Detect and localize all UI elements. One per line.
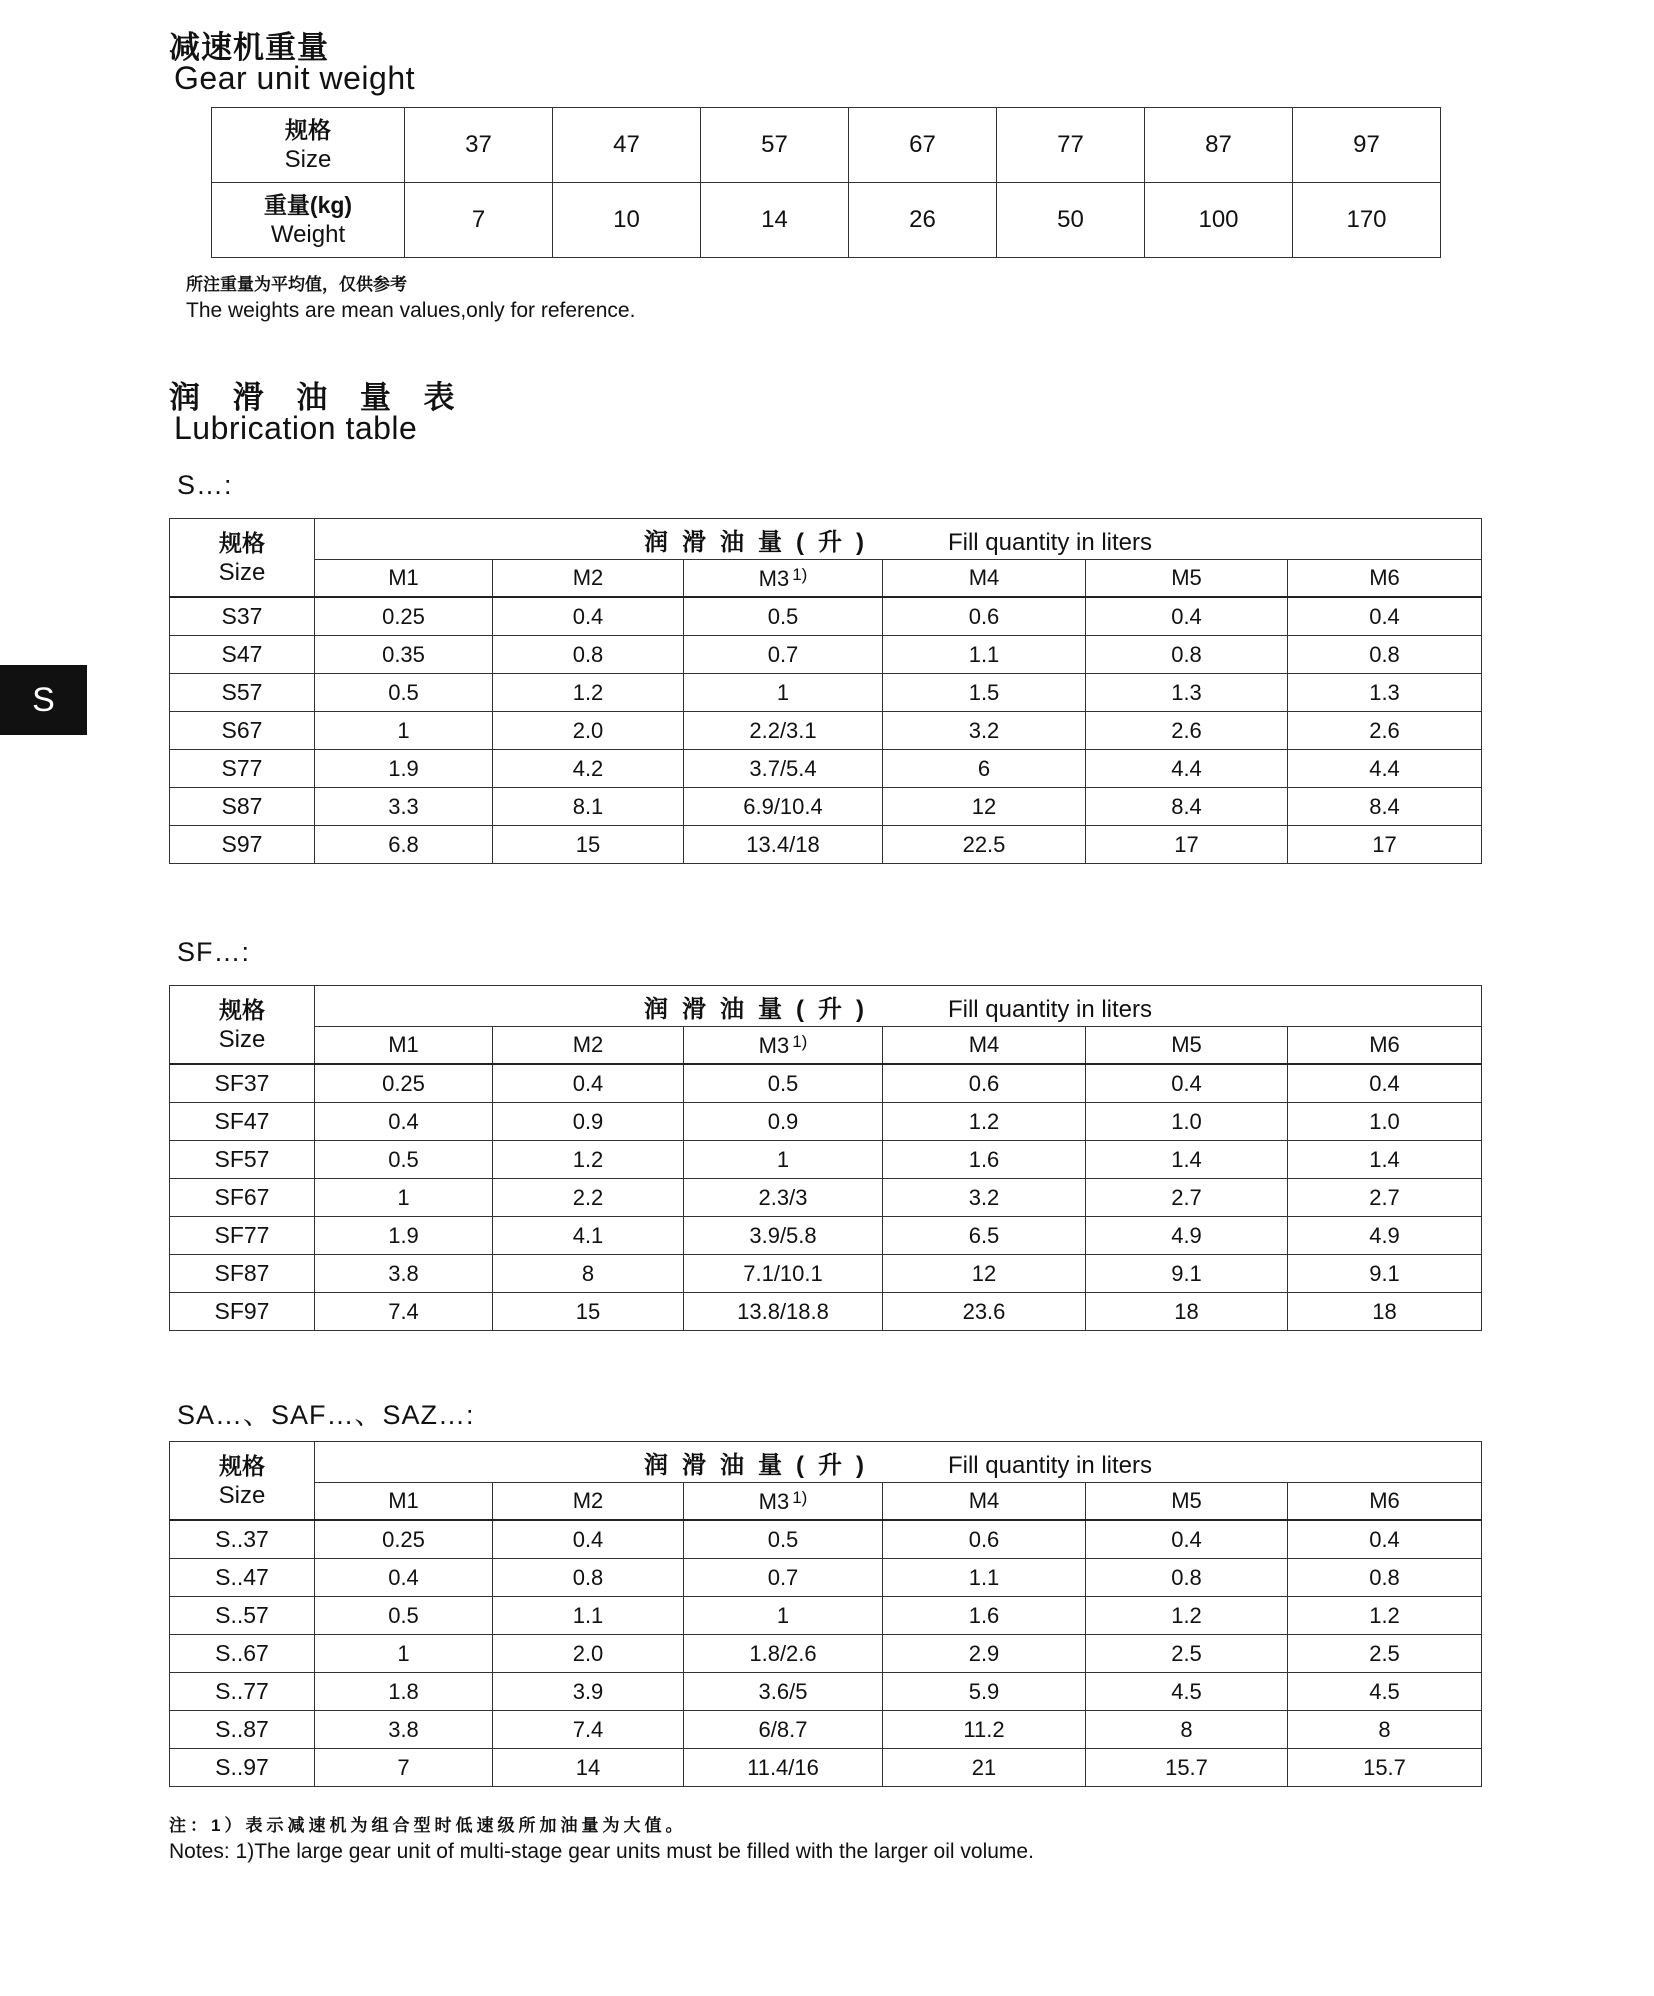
weight-label-cn: 重量(kg) bbox=[263, 192, 353, 218]
table-row bbox=[170, 1179, 1482, 1217]
weight-note-cn: 所注重量为平均值，仅供参考 bbox=[186, 275, 407, 294]
size-cell: SF67 bbox=[170, 1179, 315, 1217]
fill-quantity-cell: 9.1 bbox=[1086, 1255, 1288, 1293]
lube-header-row bbox=[170, 1442, 1482, 1483]
size-cell: S..77 bbox=[170, 1673, 315, 1711]
fill-quantity-cell: 18 bbox=[1288, 1293, 1482, 1331]
lube-header-row bbox=[170, 519, 1482, 560]
column-label: M2 bbox=[572, 1488, 604, 1513]
mounting-position-header bbox=[684, 1483, 883, 1521]
fill-quantity-cell: 9.1 bbox=[1288, 1255, 1482, 1293]
size-cell: S87 bbox=[170, 788, 315, 826]
table-label-sa: SA…、SAF…、SAZ…: bbox=[177, 1400, 475, 1430]
fill-quantity-cell: 4.5 bbox=[1086, 1673, 1288, 1711]
column-label: M4 bbox=[968, 1032, 1000, 1057]
fill-quantity-cell: 7.4 bbox=[315, 1293, 493, 1331]
fill-quantity-cell: 1.6 bbox=[883, 1141, 1086, 1179]
fill-quantity-cell: 1 bbox=[684, 1141, 883, 1179]
column-label: M5 bbox=[1171, 1032, 1202, 1057]
table-row bbox=[170, 1673, 1482, 1711]
lube-column-row bbox=[170, 1027, 1482, 1065]
weight-cell: 50 bbox=[997, 183, 1145, 258]
column-label: M1 bbox=[388, 1488, 419, 1513]
fill-quantity-cell: 15 bbox=[493, 1293, 684, 1331]
column-label: M4 bbox=[968, 1488, 1000, 1513]
fill-quantity-cell: 7.1/10.1 bbox=[684, 1255, 883, 1293]
fill-quantity-cell: 0.4 bbox=[493, 597, 684, 636]
lube-note-cn: 注：1）表示减速机为组合型时低速级所加油量为大值。 bbox=[169, 1816, 687, 1835]
table-row bbox=[170, 597, 1482, 636]
table-row bbox=[170, 1255, 1482, 1293]
table-row bbox=[170, 1064, 1482, 1103]
fill-quantity-cell: 1.2 bbox=[883, 1103, 1086, 1141]
lube-note-en: Notes: 1)The large gear unit of multi-stage gear units must be filled with the larger oil volume. bbox=[169, 1840, 1034, 1863]
column-label: M3 bbox=[758, 1488, 790, 1514]
fill-quantity-cell: 0.4 bbox=[493, 1064, 684, 1103]
fill-quantity-cell: 3.2 bbox=[883, 1179, 1086, 1217]
column-label: M6 bbox=[1369, 1488, 1400, 1513]
size-label-cn: 规格 bbox=[219, 996, 265, 1023]
mounting-position-header bbox=[315, 1483, 493, 1521]
table-label-sf: SF…: bbox=[177, 937, 251, 967]
mounting-position-header bbox=[315, 560, 493, 598]
fill-quantity-cell: 1 bbox=[684, 674, 883, 712]
fill-quantity-cell: 0.8 bbox=[1086, 636, 1288, 674]
fill-quantity-cell: 0.8 bbox=[1288, 636, 1482, 674]
fill-quantity-cell: 2.7 bbox=[1086, 1179, 1288, 1217]
fill-quantity-cell: 2.7 bbox=[1288, 1179, 1482, 1217]
size-label-en: Size bbox=[218, 1025, 266, 1053]
fill-quantity-cell: 0.4 bbox=[1288, 1064, 1482, 1103]
mounting-position-header bbox=[684, 1027, 883, 1065]
lube-title-cn: 润 滑 油 量 表 bbox=[169, 380, 467, 415]
fill-quantity-cell: 13.8/18.8 bbox=[684, 1293, 883, 1331]
column-label: M5 bbox=[1171, 565, 1202, 590]
fill-quantity-cell: 0.5 bbox=[315, 674, 493, 712]
table-row bbox=[170, 750, 1482, 788]
column-label: M2 bbox=[572, 1032, 604, 1057]
size-cell: SF87 bbox=[170, 1255, 315, 1293]
size-label-cn: 规格 bbox=[219, 1452, 265, 1479]
table-row bbox=[170, 1635, 1482, 1673]
fill-quantity-cell: 5.9 bbox=[883, 1673, 1086, 1711]
weight-size-row bbox=[212, 108, 1441, 183]
fill-quantity-cell: 8.4 bbox=[1086, 788, 1288, 826]
weight-cell: 14 bbox=[701, 183, 849, 258]
fill-quantity-header bbox=[315, 519, 1482, 560]
fill-quantity-cell: 2.2 bbox=[493, 1179, 684, 1217]
footnote-mark: 1) bbox=[792, 1031, 808, 1051]
weight-value-row bbox=[212, 183, 1441, 258]
weight-cell: 10 bbox=[553, 183, 701, 258]
fill-quantity-cell: 4.1 bbox=[493, 1217, 684, 1255]
fill-quantity-cell: 2.0 bbox=[493, 712, 684, 750]
fill-quantity-cell: 0.7 bbox=[684, 636, 883, 674]
fill-quantity-cell: 2.6 bbox=[1288, 712, 1482, 750]
lube-table bbox=[169, 1441, 1482, 1787]
fill-quantity-cell: 4.9 bbox=[1288, 1217, 1482, 1255]
fill-quantity-cell: 0.4 bbox=[1288, 597, 1482, 636]
weight-cell: 170 bbox=[1293, 183, 1441, 258]
table-row bbox=[170, 1749, 1482, 1787]
table-row bbox=[170, 1141, 1482, 1179]
fill-quantity-cell: 1.4 bbox=[1086, 1141, 1288, 1179]
mounting-position-header bbox=[684, 560, 883, 598]
size-label-cn: 规格 bbox=[285, 117, 331, 143]
size-cell: S97 bbox=[170, 826, 315, 864]
mounting-position-header bbox=[1288, 1483, 1482, 1521]
table-row bbox=[170, 826, 1482, 864]
mounting-position-header bbox=[883, 560, 1086, 598]
fill-quantity-cell: 3.8 bbox=[315, 1711, 493, 1749]
fill-quantity-cell: 1.8/2.6 bbox=[684, 1635, 883, 1673]
fill-quantity-cell: 7.4 bbox=[493, 1711, 684, 1749]
fill-quantity-cell: 18 bbox=[1086, 1293, 1288, 1331]
column-label: M3 bbox=[758, 565, 790, 591]
fill-quantity-cell: 6.9/10.4 bbox=[684, 788, 883, 826]
column-label: M6 bbox=[1369, 1032, 1400, 1057]
lube-column-row bbox=[170, 1483, 1482, 1521]
weight-header-cell bbox=[212, 183, 405, 258]
fill-quantity-cell: 12 bbox=[883, 1255, 1086, 1293]
fill-label-cn: 润滑油量(升) bbox=[643, 995, 878, 1023]
fill-quantity-cell: 1.0 bbox=[1288, 1103, 1482, 1141]
fill-quantity-cell: 17 bbox=[1288, 826, 1482, 864]
fill-quantity-cell: 0.5 bbox=[684, 1520, 883, 1559]
fill-quantity-cell: 3.9/5.8 bbox=[684, 1217, 883, 1255]
size-cell: S47 bbox=[170, 636, 315, 674]
size-cell: S77 bbox=[170, 750, 315, 788]
fill-quantity-cell: 3.3 bbox=[315, 788, 493, 826]
fill-quantity-cell: 8 bbox=[1086, 1711, 1288, 1749]
size-cell: S37 bbox=[170, 597, 315, 636]
fill-quantity-cell: 7 bbox=[315, 1749, 493, 1787]
fill-quantity-cell: 0.4 bbox=[493, 1520, 684, 1559]
column-label: M6 bbox=[1369, 565, 1400, 590]
table-row bbox=[170, 1103, 1482, 1141]
mounting-position-header bbox=[493, 560, 684, 598]
table-label-s: S…: bbox=[177, 470, 233, 500]
fill-quantity-cell: 0.6 bbox=[883, 597, 1086, 636]
lube-table bbox=[169, 518, 1482, 864]
weight-title-cn: 减速机重量 bbox=[169, 30, 329, 65]
fill-quantity-cell: 0.4 bbox=[315, 1103, 493, 1141]
size-cell: S57 bbox=[170, 674, 315, 712]
size-label-en: Size bbox=[218, 558, 266, 586]
fill-quantity-cell: 1.1 bbox=[883, 1559, 1086, 1597]
fill-quantity-cell: 0.4 bbox=[1086, 597, 1288, 636]
weight-cell: 100 bbox=[1145, 183, 1293, 258]
size-cell: SF47 bbox=[170, 1103, 315, 1141]
fill-quantity-cell: 1 bbox=[315, 1179, 493, 1217]
weight-cell: 26 bbox=[849, 183, 997, 258]
column-label: M3 bbox=[758, 1032, 790, 1058]
fill-quantity-cell: 1 bbox=[315, 1635, 493, 1673]
mounting-position-header bbox=[1086, 1483, 1288, 1521]
fill-quantity-cell: 14 bbox=[493, 1749, 684, 1787]
fill-quantity-cell: 4.9 bbox=[1086, 1217, 1288, 1255]
fill-quantity-cell: 2.5 bbox=[1288, 1635, 1482, 1673]
fill-quantity-header bbox=[315, 1442, 1482, 1483]
column-label: M1 bbox=[388, 1032, 419, 1057]
fill-quantity-cell: 1.2 bbox=[493, 1141, 684, 1179]
weight-note-en: The weights are mean values,only for reference. bbox=[186, 299, 636, 322]
fill-quantity-cell: 0.8 bbox=[493, 636, 684, 674]
fill-quantity-cell: 0.5 bbox=[315, 1141, 493, 1179]
fill-quantity-cell: 0.35 bbox=[315, 636, 493, 674]
table-row bbox=[170, 674, 1482, 712]
fill-quantity-cell: 1.2 bbox=[1288, 1597, 1482, 1635]
size-cell: SF37 bbox=[170, 1064, 315, 1103]
size-cell: SF97 bbox=[170, 1293, 315, 1331]
fill-quantity-cell: 3.6/5 bbox=[684, 1673, 883, 1711]
fill-quantity-cell: 1.4 bbox=[1288, 1141, 1482, 1179]
size-cell: 77 bbox=[997, 108, 1145, 183]
size-header-cell bbox=[170, 519, 315, 598]
table-row bbox=[170, 636, 1482, 674]
mounting-position-header bbox=[1288, 1027, 1482, 1065]
mounting-position-header bbox=[315, 1027, 493, 1065]
fill-quantity-cell: 15.7 bbox=[1288, 1749, 1482, 1787]
fill-quantity-cell: 1.6 bbox=[883, 1597, 1086, 1635]
fill-quantity-cell: 4.4 bbox=[1086, 750, 1288, 788]
fill-quantity-cell: 6.5 bbox=[883, 1217, 1086, 1255]
table-row bbox=[170, 1217, 1482, 1255]
fill-quantity-cell: 0.25 bbox=[315, 597, 493, 636]
table-row bbox=[170, 1293, 1482, 1331]
fill-quantity-cell: 4.2 bbox=[493, 750, 684, 788]
fill-quantity-cell: 2.5 bbox=[1086, 1635, 1288, 1673]
fill-quantity-cell: 1.0 bbox=[1086, 1103, 1288, 1141]
fill-quantity-cell: 1.9 bbox=[315, 1217, 493, 1255]
fill-quantity-cell: 11.2 bbox=[883, 1711, 1086, 1749]
fill-quantity-cell: 0.7 bbox=[684, 1559, 883, 1597]
weight-title-en: Gear unit weight bbox=[174, 60, 416, 96]
size-cell: S..57 bbox=[170, 1597, 315, 1635]
fill-quantity-cell: 8 bbox=[493, 1255, 684, 1293]
table-row bbox=[170, 1520, 1482, 1559]
fill-quantity-cell: 3.2 bbox=[883, 712, 1086, 750]
fill-quantity-cell: 0.5 bbox=[684, 597, 883, 636]
size-cell: 87 bbox=[1145, 108, 1293, 183]
size-cell: 37 bbox=[405, 108, 553, 183]
fill-quantity-cell: 0.8 bbox=[1086, 1559, 1288, 1597]
fill-quantity-cell: 3.8 bbox=[315, 1255, 493, 1293]
side-tab-s: S bbox=[0, 665, 87, 735]
size-cell: S..67 bbox=[170, 1635, 315, 1673]
fill-quantity-cell: 12 bbox=[883, 788, 1086, 826]
column-label: M1 bbox=[388, 565, 419, 590]
size-cell: 47 bbox=[553, 108, 701, 183]
fill-quantity-cell: 8.4 bbox=[1288, 788, 1482, 826]
size-label-cn: 规格 bbox=[219, 529, 265, 556]
fill-label-en: Fill quantity in liters bbox=[947, 1451, 1153, 1479]
table-row bbox=[170, 788, 1482, 826]
fill-quantity-cell: 2.9 bbox=[883, 1635, 1086, 1673]
fill-quantity-cell: 1.1 bbox=[883, 636, 1086, 674]
fill-label-cn: 润滑油量(升) bbox=[643, 528, 878, 556]
fill-quantity-header bbox=[315, 986, 1482, 1027]
footnote-mark: 1) bbox=[792, 1487, 808, 1507]
fill-quantity-cell: 0.4 bbox=[315, 1559, 493, 1597]
size-header-cell bbox=[212, 108, 405, 183]
fill-quantity-cell: 0.4 bbox=[1086, 1064, 1288, 1103]
fill-quantity-cell: 15 bbox=[493, 826, 684, 864]
fill-quantity-cell: 0.5 bbox=[684, 1064, 883, 1103]
fill-quantity-cell: 13.4/18 bbox=[684, 826, 883, 864]
fill-quantity-cell: 1.3 bbox=[1288, 674, 1482, 712]
size-label-en: Size bbox=[284, 146, 332, 173]
fill-quantity-cell: 8.1 bbox=[493, 788, 684, 826]
fill-quantity-cell: 4.5 bbox=[1288, 1673, 1482, 1711]
fill-quantity-cell: 6/8.7 bbox=[684, 1711, 883, 1749]
size-cell: S..47 bbox=[170, 1559, 315, 1597]
fill-quantity-cell: 2.6 bbox=[1086, 712, 1288, 750]
fill-label-cn: 润滑油量(升) bbox=[643, 1451, 878, 1479]
fill-quantity-cell: 11.4/16 bbox=[684, 1749, 883, 1787]
mounting-position-header bbox=[493, 1027, 684, 1065]
fill-quantity-cell: 6.8 bbox=[315, 826, 493, 864]
fill-quantity-cell: 2.0 bbox=[493, 1635, 684, 1673]
table-row bbox=[170, 1559, 1482, 1597]
table-row bbox=[170, 1711, 1482, 1749]
size-cell: S67 bbox=[170, 712, 315, 750]
fill-quantity-cell: 0.8 bbox=[493, 1559, 684, 1597]
mounting-position-header bbox=[493, 1483, 684, 1521]
fill-quantity-cell: 2.3/3 bbox=[684, 1179, 883, 1217]
mounting-position-header bbox=[1086, 560, 1288, 598]
lube-table bbox=[169, 985, 1482, 1331]
mounting-position-header bbox=[1086, 1027, 1288, 1065]
size-header-cell bbox=[170, 986, 315, 1065]
table-row bbox=[170, 712, 1482, 750]
column-label: M5 bbox=[1171, 1488, 1202, 1513]
fill-quantity-cell: 0.6 bbox=[883, 1520, 1086, 1559]
fill-quantity-cell: 23.6 bbox=[883, 1293, 1086, 1331]
size-cell: 67 bbox=[849, 108, 997, 183]
fill-quantity-cell: 0.6 bbox=[883, 1064, 1086, 1103]
column-label: M4 bbox=[968, 565, 1000, 590]
fill-quantity-cell: 1.9 bbox=[315, 750, 493, 788]
size-label-en: Size bbox=[218, 1481, 266, 1509]
weight-table bbox=[211, 107, 1441, 258]
fill-quantity-cell: 1 bbox=[684, 1597, 883, 1635]
weight-label-en: Weight bbox=[270, 221, 346, 248]
fill-quantity-cell: 0.4 bbox=[1288, 1520, 1482, 1559]
fill-quantity-cell: 3.7/5.4 bbox=[684, 750, 883, 788]
size-cell: 97 bbox=[1293, 108, 1441, 183]
mounting-position-header bbox=[883, 1483, 1086, 1521]
fill-quantity-cell: 1.3 bbox=[1086, 674, 1288, 712]
fill-quantity-cell: 8 bbox=[1288, 1711, 1482, 1749]
fill-quantity-cell: 1.5 bbox=[883, 674, 1086, 712]
fill-quantity-cell: 0.8 bbox=[1288, 1559, 1482, 1597]
fill-quantity-cell: 2.2/3.1 bbox=[684, 712, 883, 750]
fill-quantity-cell: 0.5 bbox=[315, 1597, 493, 1635]
fill-quantity-cell: 6 bbox=[883, 750, 1086, 788]
fill-quantity-cell: 1.1 bbox=[493, 1597, 684, 1635]
fill-quantity-cell: 21 bbox=[883, 1749, 1086, 1787]
size-cell: 57 bbox=[701, 108, 849, 183]
lube-column-row bbox=[170, 560, 1482, 598]
fill-label-en: Fill quantity in liters bbox=[947, 995, 1153, 1023]
fill-quantity-cell: 1 bbox=[315, 712, 493, 750]
size-cell: SF77 bbox=[170, 1217, 315, 1255]
fill-quantity-cell: 15.7 bbox=[1086, 1749, 1288, 1787]
weight-cell: 7 bbox=[405, 183, 553, 258]
fill-quantity-cell: 0.9 bbox=[684, 1103, 883, 1141]
size-cell: S..87 bbox=[170, 1711, 315, 1749]
fill-quantity-cell: 17 bbox=[1086, 826, 1288, 864]
fill-quantity-cell: 0.4 bbox=[1086, 1520, 1288, 1559]
table-row bbox=[170, 1597, 1482, 1635]
fill-quantity-cell: 0.25 bbox=[315, 1520, 493, 1559]
size-header-cell bbox=[170, 1442, 315, 1521]
column-label: M2 bbox=[572, 565, 604, 590]
mounting-position-header bbox=[1288, 560, 1482, 598]
fill-quantity-cell: 1.2 bbox=[493, 674, 684, 712]
lube-title-en: Lubrication table bbox=[174, 410, 418, 446]
size-cell: SF57 bbox=[170, 1141, 315, 1179]
fill-quantity-cell: 4.4 bbox=[1288, 750, 1482, 788]
fill-quantity-cell: 1.8 bbox=[315, 1673, 493, 1711]
fill-quantity-cell: 0.9 bbox=[493, 1103, 684, 1141]
fill-quantity-cell: 1.2 bbox=[1086, 1597, 1288, 1635]
size-cell: S..37 bbox=[170, 1520, 315, 1559]
size-cell: S..97 bbox=[170, 1749, 315, 1787]
footnote-mark: 1) bbox=[792, 564, 808, 584]
fill-quantity-cell: 3.9 bbox=[493, 1673, 684, 1711]
fill-quantity-cell: 22.5 bbox=[883, 826, 1086, 864]
mounting-position-header bbox=[883, 1027, 1086, 1065]
lube-header-row bbox=[170, 986, 1482, 1027]
fill-quantity-cell: 0.25 bbox=[315, 1064, 493, 1103]
fill-label-en: Fill quantity in liters bbox=[947, 528, 1153, 556]
